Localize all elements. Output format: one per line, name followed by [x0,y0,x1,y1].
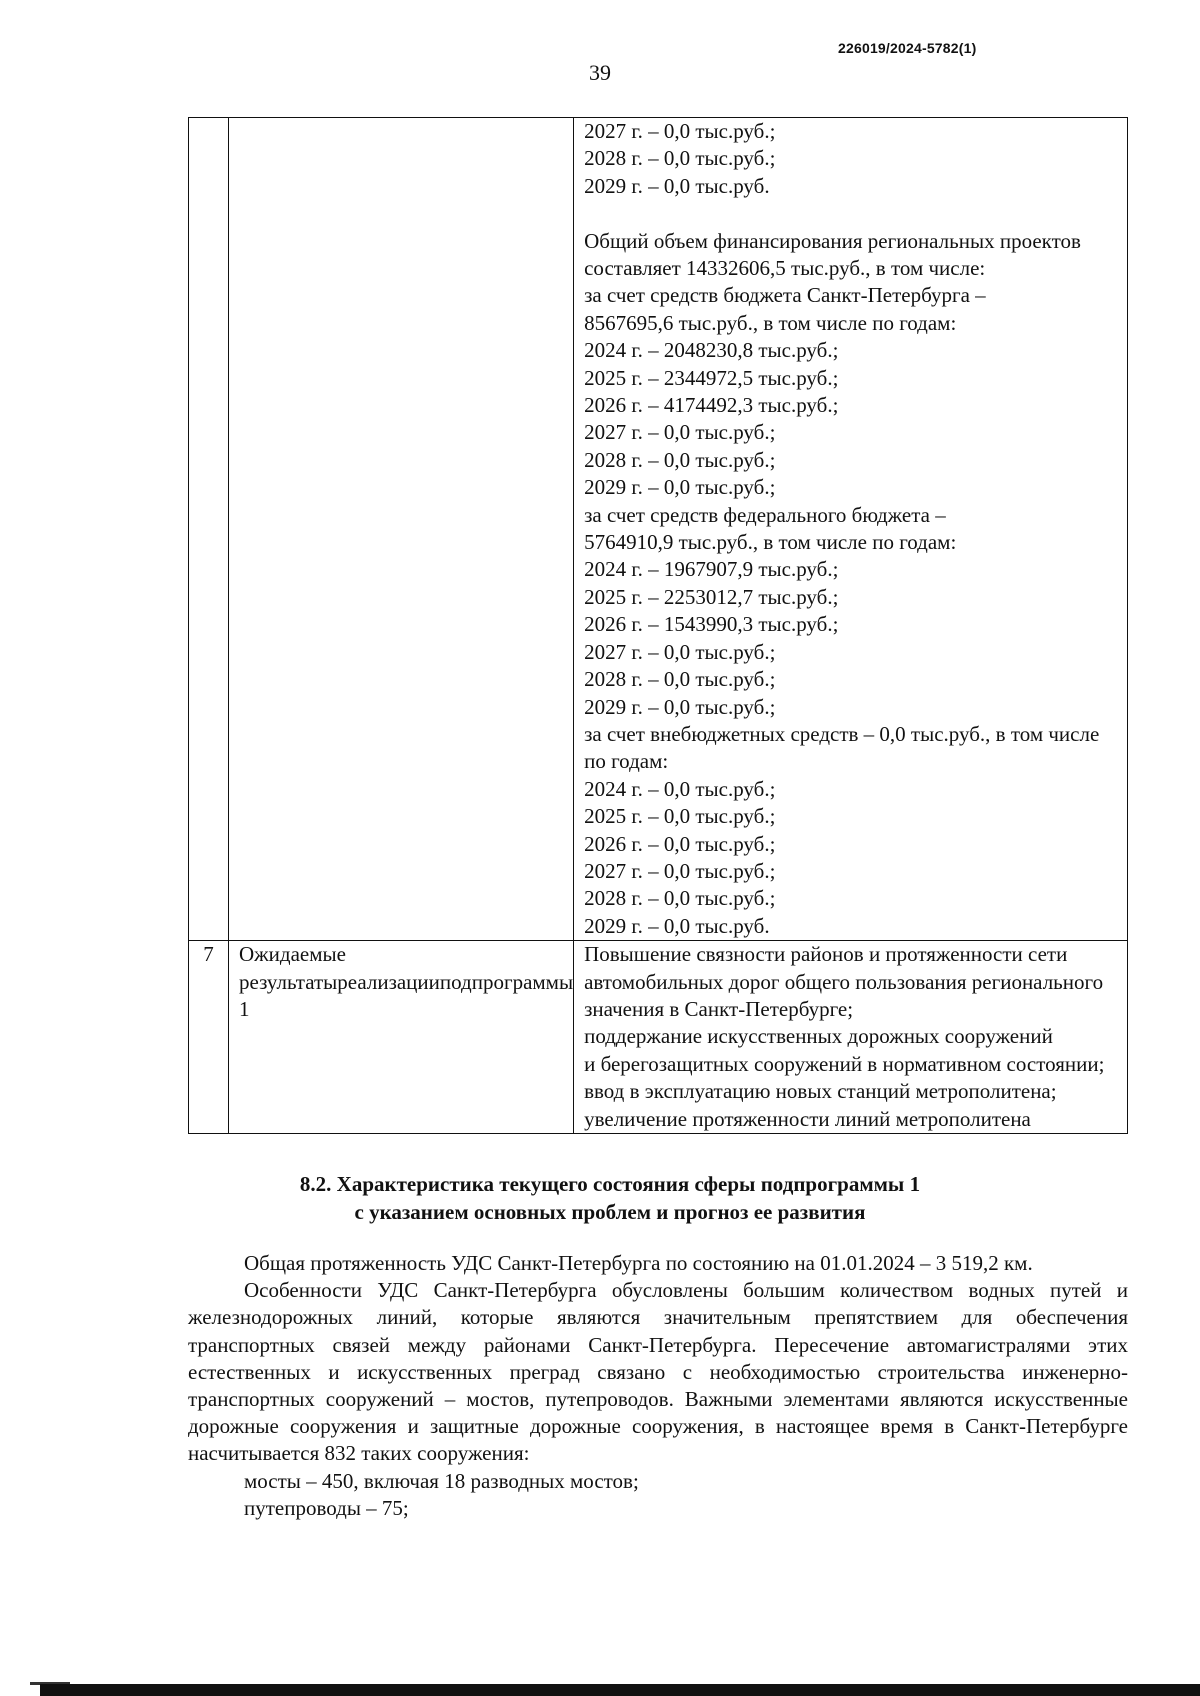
expected-results-cell [574,941,1128,1134]
cell-line: 2028 г. – 0,0 тыс.руб.; [584,667,776,692]
row-name-cell [229,118,574,941]
cell-line: 2027 г. – 0,0 тыс.руб.; [584,639,776,664]
page-number: 39 [589,60,611,85]
cell-line: по годам: [584,749,669,774]
cell-line: Ожидаемые результаты [239,942,346,994]
program-passport-table [188,117,1128,1134]
row-name-cell [229,941,574,1134]
cell-line: увеличение протяженности линий метрополитена [584,1106,1031,1131]
row-number-cell: 7 [189,941,229,1134]
cell-line: и берегозащитных сооружений в нормативном состоянии; [584,1051,1105,1076]
cell-line: 2029 г. – 0,0 тыс.руб. [584,913,770,938]
cell-line: 5764910,9 тыс.руб., в том числе по годам: [584,530,957,555]
cell-line: поддержание искусственных дорожных сооружений [584,1024,1053,1049]
document-id: 226019/2024-5782(1) [838,40,977,56]
section-title [0,1170,1200,1226]
cell-line: значения в Санкт-Петербурге; [584,996,854,1021]
cell-line: 2024 г. – 1967907,9 тыс.руб.; [584,557,839,582]
cell-line: ввод в эксплуатацию новых станций метрополитена; [584,1079,1057,1104]
section-title-line: 8.2. Характеристика текущего состояния сферы подпрограммы 1 [299,1172,921,1196]
cell-line: 2029 г. – 0,0 тыс.руб.; [584,694,776,719]
cell-line: 2029 г. – 0,0 тыс.руб.; [584,475,776,500]
cell-line: 8567695,6 тыс.руб., в том числе по годам: [584,310,957,335]
table-row [189,941,1128,1134]
cell-line: Повышение связности районов и протяженности сети [584,942,1068,967]
cell-line [584,200,1123,227]
cell-line: 2025 г. – 0,0 тыс.руб.; [584,804,776,829]
cell-line: 2024 г. – 0,0 тыс.руб.; [584,776,776,801]
cell-line: 2026 г. – 1543990,3 тыс.руб.; [584,612,839,637]
cell-line: за счет внебюджетных средств – 0,0 тыс.руб., в том числе [584,721,1100,746]
cell-line: 2025 г. – 2344972,5 тыс.руб.; [584,365,839,390]
table-row [189,118,1128,941]
cell-line: 2027 г. – 0,0 тыс.руб.; [584,119,776,143]
list-item: путепроводы – 75; [244,1495,409,1520]
financing-cell [574,118,1128,941]
list-item: мосты – 450, включая 18 разводных мостов; [244,1468,639,1493]
cell-line: за счет средств федерального бюджета – [584,502,946,527]
cell-line: за счет средств бюджета Санкт-Петербурга – [584,283,986,308]
cell-line: 2028 г. – 0,0 тыс.руб.; [584,447,776,472]
paragraph: Общая протяженность УДС Санкт-Петербурга по состоянию на 01.01.2024 – 3 519,2 км. [244,1251,1033,1275]
row-number-cell [189,118,229,941]
cell-line: 2027 г. – 0,0 тыс.руб.; [584,858,776,883]
cell-line: 2026 г. – 4174492,3 тыс.руб.; [584,393,839,418]
paragraph: Особенности УДС Санкт-Петербурга обусловлены большим количеством водных путей и железнодорожных линий, которые являются значительным препятствием для обеспечения транспортных связей между районами Санкт-Петербурга. Пересечение автомагистралями этих естественных и искусственных преград связано с необходимостью строительства инженерно-транспортных сооружений – мостов, путепроводов. Важными элементами являются искусственные дорожные сооружения и защитные дорожные сооружения, в настоящее время в Санкт-Петербурге насчитывается 832 таких сооружения: [188,1278,1128,1466]
section-body [188,1250,1128,1522]
cell-line: автомобильных дорог общего пользования регионального [584,969,1104,994]
cell-line: 2029 г. – 0,0 тыс.руб. [584,173,770,198]
cell-line: реализации [337,969,440,994]
cell-line: 2024 г. – 2048230,8 тыс.руб.; [584,338,839,363]
cell-line: Общий объем финансирования региональных проектов [584,228,1081,253]
cell-line: подпрограммы 1 [239,969,574,1021]
cell-line: составляет 14332606,5 тыс.руб., в том числе: [584,256,986,281]
cell-line: 2027 г. – 0,0 тыс.руб.; [584,420,776,445]
cell-line: 2028 г. – 0,0 тыс.руб.; [584,886,776,911]
cell-line: 2025 г. – 2253012,7 тыс.руб.; [584,584,839,609]
footer-scan-bar [40,1684,1200,1696]
section-title-line: с указанием основных проблем и прогноз ее развития [354,1200,866,1224]
cell-line: 2026 г. – 0,0 тыс.руб.; [584,831,776,856]
cell-line: 2028 г. – 0,0 тыс.руб.; [584,146,776,171]
